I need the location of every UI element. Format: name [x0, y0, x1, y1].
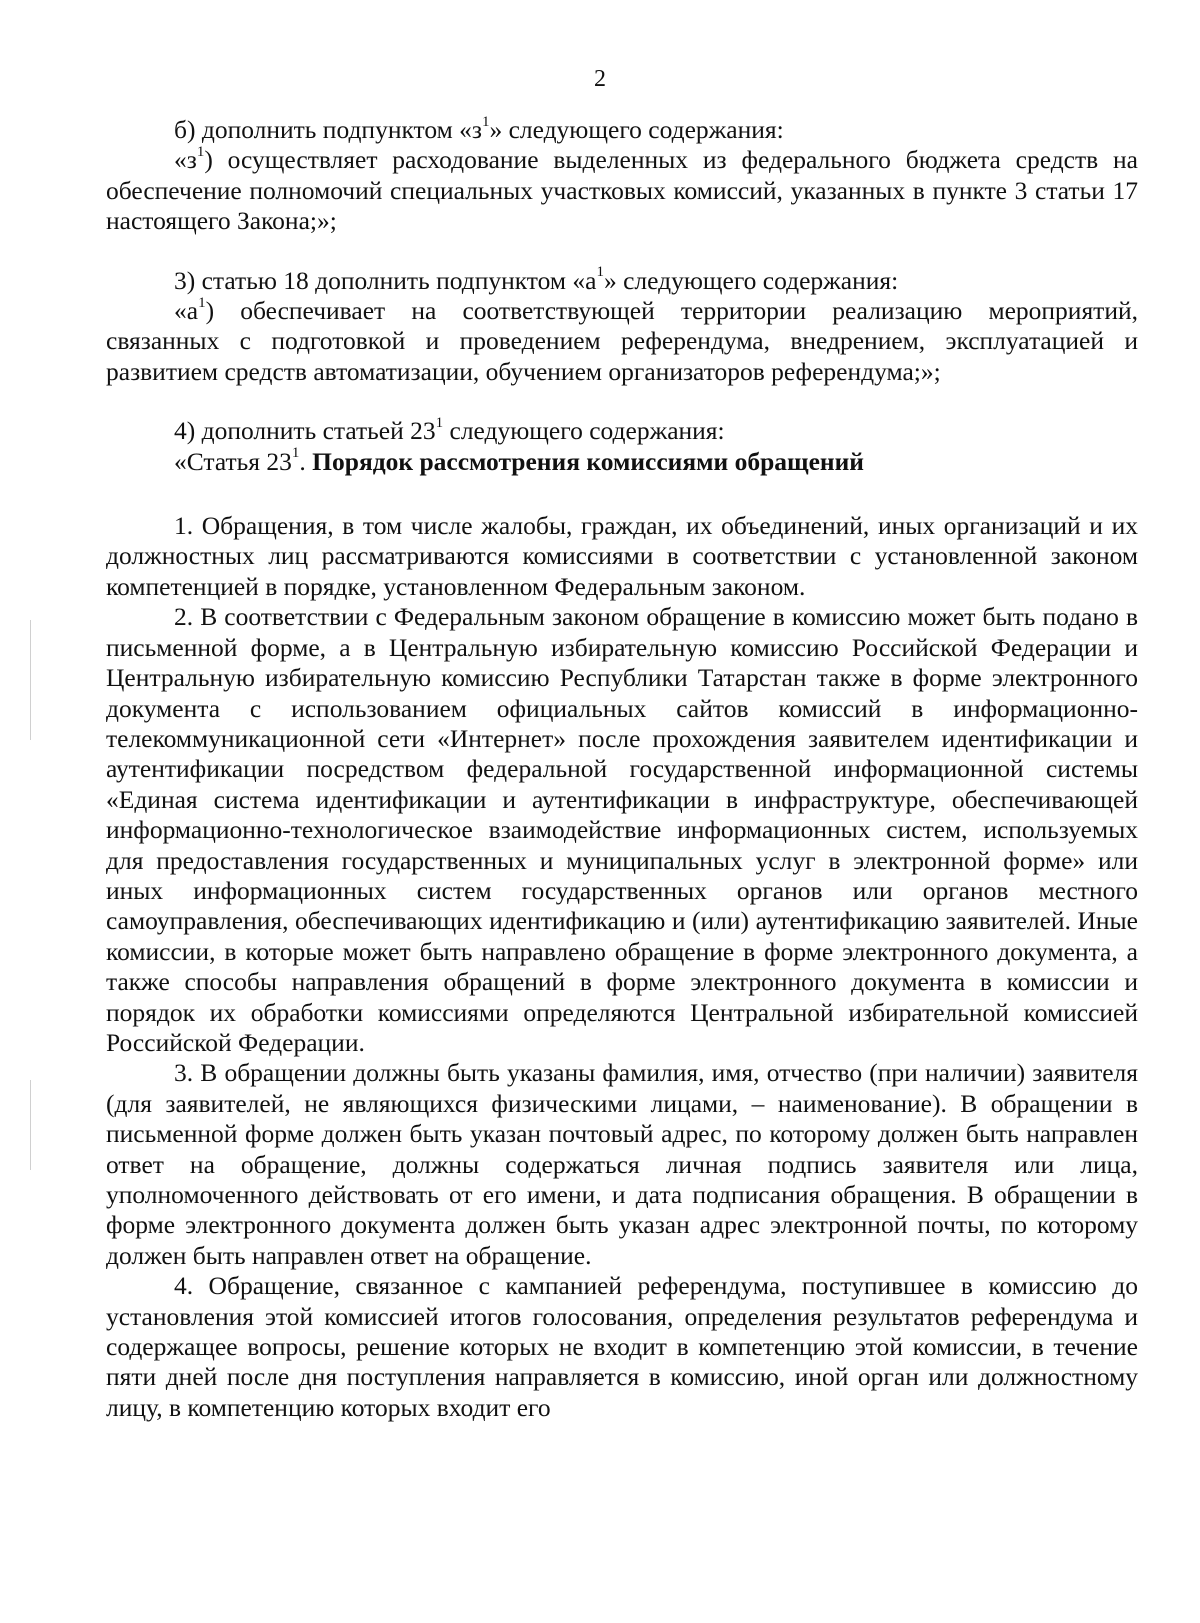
page-number: 2 — [594, 66, 606, 92]
article-paragraph-3: 3. В обращении должны быть указаны фамилия, имя, отчество (при наличии) заявителя (для заявителей, не являющихся физическими лицами, – наименование). В обращении в письменной форме должен быть указан почтовый адрес, по которому должен быть направлен ответ на обращение, должны содержаться личная подпись заявителя или лица, уполномоченного действовать от его имени, и дата подписания обращения. В обращении в форме электронного документа должен быть указан адрес электронной почты, по которому должен быть направлен ответ на обращение. — [106, 1058, 1138, 1270]
document-body — [106, 115, 1138, 1423]
spacer — [106, 387, 1138, 416]
spacer — [106, 477, 1138, 511]
article-heading: «Статья $23^1$. Порядок рассмотрения комиссиями обращений — [174, 445, 864, 476]
article-paragraph-1: 1. Обращения, в том числе жалобы, граждан, их объединений, иных организаций и их должностных лиц рассматриваются комиссиями в соответствии с установленной законом компетенцией в порядке, установленном Федеральным законом. — [106, 511, 1138, 601]
section-b-intro: б) дополнить подпунктом «$з^1$» следующего содержания: — [174, 113, 784, 144]
spacer — [106, 237, 1138, 266]
article-title: Порядок рассмотрения комиссиями обращений — [312, 446, 864, 476]
section-b-quote: «$з^1$) осуществляет расходование выделенных из федерального бюджета средств на обеспечение полномочий специальных участковых комиссий, указанных в пункте 3 статьи 17 настоящего Закона;»; — [106, 143, 1138, 236]
scan-edge-mark — [30, 1080, 31, 1170]
section-3-intro: 3) статью 18 дополнить подпунктом «$а^1$» следующего содержания: — [174, 264, 899, 295]
section-3-quote: «$а^1$) обеспечивает на соответствующей территории реализацию мероприятий, связанных с подготовкой и проведением референдума, внедрением, эксплуатацией и развитием средств автоматизации, обучением организаторов референдума;»; — [106, 294, 1138, 386]
scan-edge-mark — [30, 620, 31, 740]
article-paragraph-2: 2. В соответствии с Федеральным законом обращение в комиссию может быть подано в письменной форме, а в Центральную избирательную комиссию Российской Федерации и Центральную избирательную комиссию Республики Татарстан также в форме электронного документа с использованием официальных сайтов комиссий в информационно-телекоммуникационной сети «Интернет» после прохождения заявителем идентификации и аутентификации посредством федеральной государственной информационной системы «Единая система идентификации и аутентификации в инфраструктуре, обеспечивающей информационно-технологическое взаимодействие информационных систем, используемых для предоставления государственных и муниципальных услуг в электронной форме» или иных информационных систем государственных органов или органов местного самоуправления, обеспечивающих идентификацию и (или) аутентификацию заявителей. Иные комиссии, в которые может быть направлено обращение в форме электронного документа, а также способы направления обращений в форме электронного документа в комиссии и порядок их обработки комиссиями определяются Центральной избирательной комиссией Российской Федерации. — [106, 602, 1138, 1057]
section-4-intro: 4) дополнить статьей $23^1$ следующего содержания: — [174, 414, 725, 446]
article-paragraph-4: 4. Обращение, связанное с кампанией референдума, поступившее в комиссию до установления этой комиссией итогов голосования, определения результатов референдума и содержащее вопросы, решение которых не входит в компетенцию этой комиссии, в течение пяти дней после дня поступления направляется в комиссию, иной орган или должностному лицу, в компетенцию которых входит его — [106, 1271, 1138, 1422]
